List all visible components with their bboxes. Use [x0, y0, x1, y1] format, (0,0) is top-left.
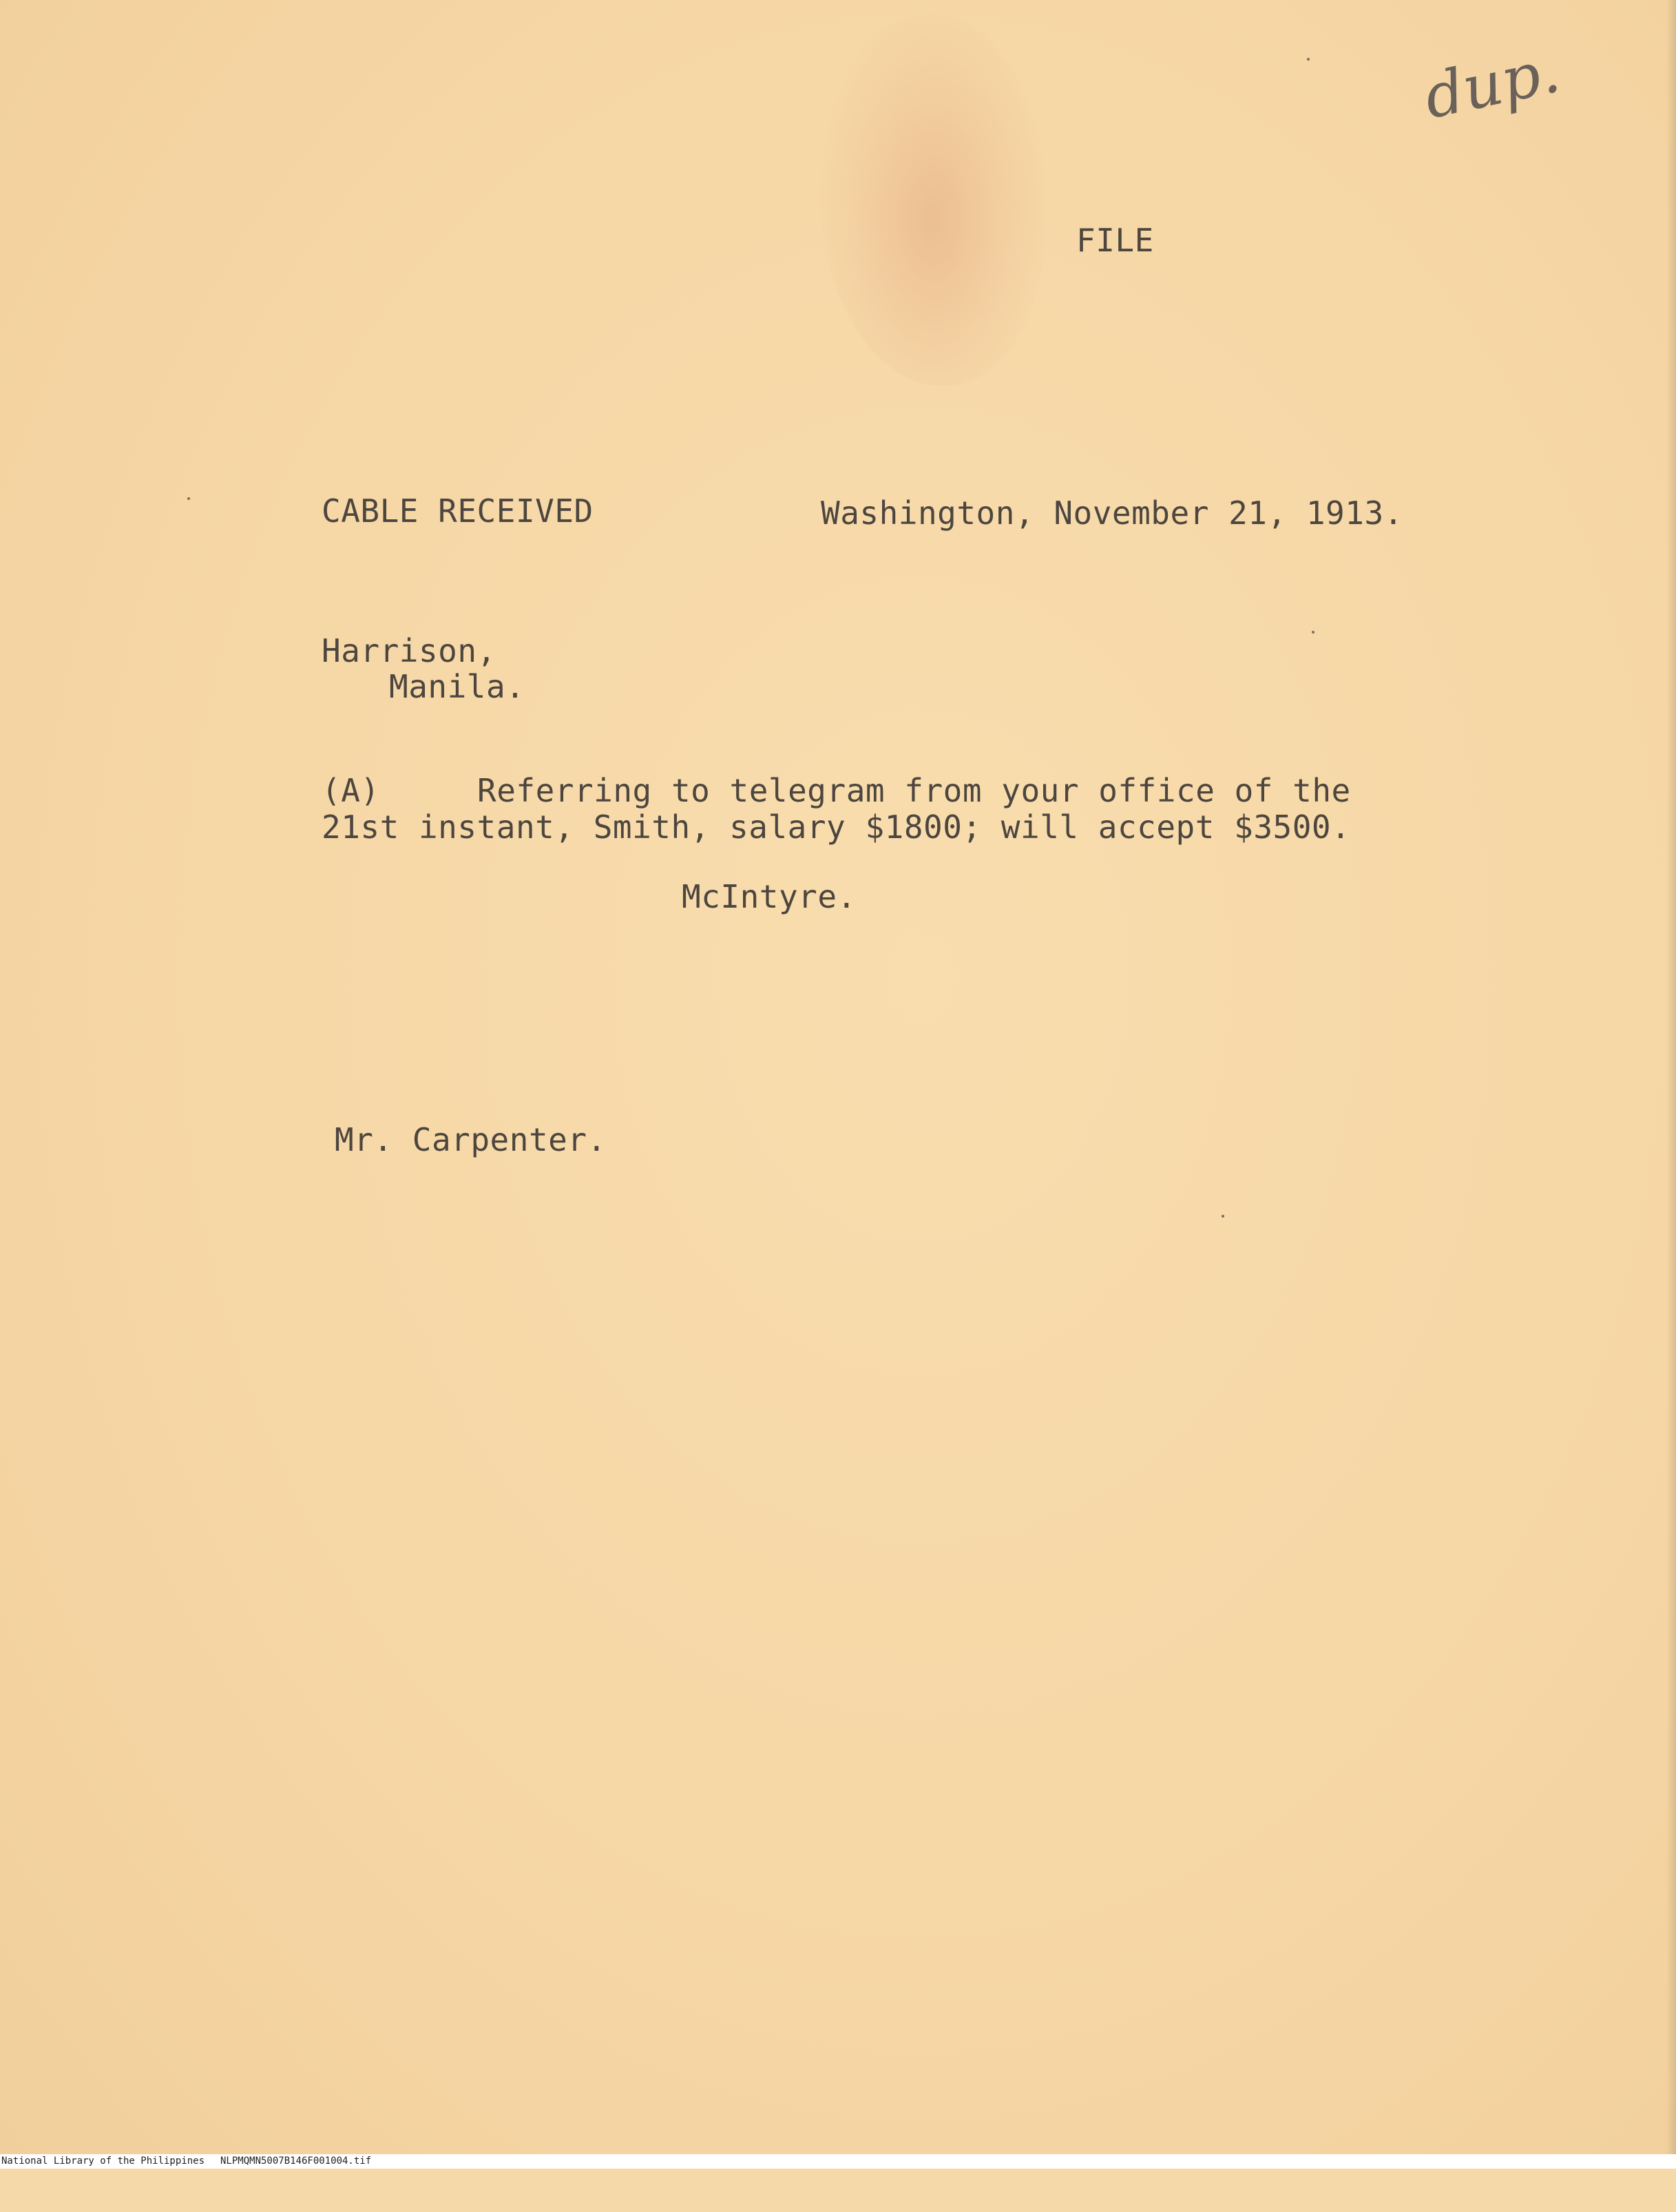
- addressee-place: Manila.: [389, 668, 525, 705]
- paper-stain: [819, 14, 1047, 386]
- file-label: FILE: [1076, 222, 1154, 259]
- place-date: Washington, November 21, 1913.: [821, 494, 1403, 532]
- handwritten-note: dup.: [1418, 34, 1566, 133]
- cable-received-heading: CABLE RECEIVED: [322, 492, 594, 530]
- footer-library: National Library of the Philippines: [1, 2156, 205, 2167]
- paper-speck: [1307, 58, 1310, 61]
- routing-recipient: Mr. Carpenter.: [335, 1121, 607, 1158]
- signature: McIntyre.: [682, 878, 857, 915]
- paper-speck: [1222, 1215, 1224, 1218]
- message-line-2: 21st instant, Smith, salary $1800; will accept $3500.: [322, 808, 1351, 846]
- archive-footer: [0, 2154, 1676, 2169]
- paper-speck: [187, 497, 190, 500]
- footer-filename: NLPMQMN5007B146F001004.tif: [220, 2156, 372, 2167]
- paper-speck: [1312, 631, 1314, 634]
- message-line-1: Referring to telegram from your office of the: [477, 772, 1351, 809]
- paper-edge: [1666, 0, 1676, 2169]
- message-marker: (A): [322, 772, 380, 809]
- addressee-name: Harrison,: [322, 632, 496, 669]
